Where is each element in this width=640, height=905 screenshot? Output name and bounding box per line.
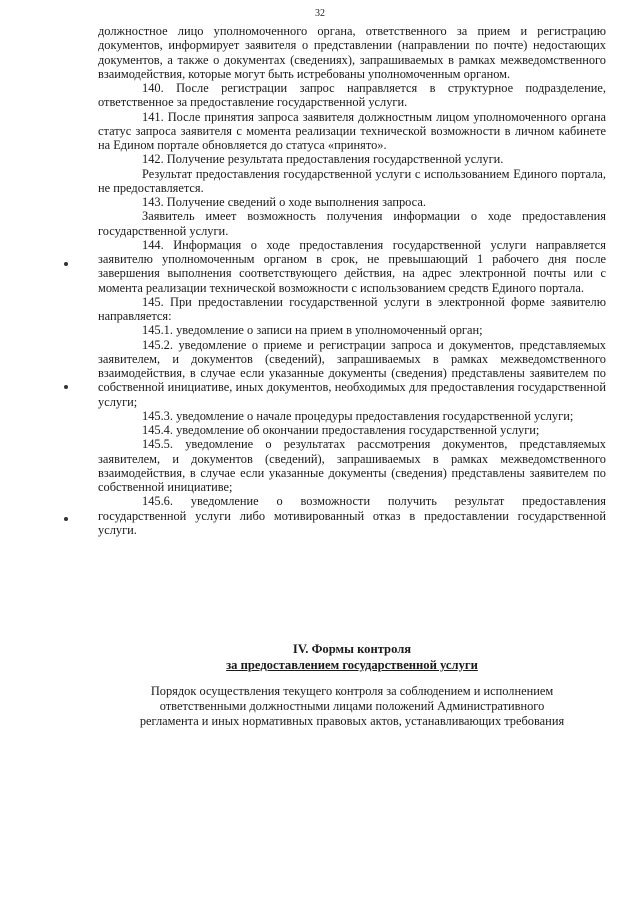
subsection-line1: Порядок осуществления текущего контроля за соблюдением и исполнением: [150, 684, 554, 698]
paragraph-144: 144. Информация о ходе предоставления государственной услуги направляется заявителю уполномоченным органом в срок, не превышающий 1 рабочего дня после завершения выполнения соответствующего действия, на адрес электронной почты или с момента реализации технической возможности с использованием средств Единого портала.: [98, 237, 606, 295]
subsection-heading: [98, 684, 606, 729]
paragraph-145-5: 145.5. уведомление о результатах рассмотрения документов, представляемых заявителем, и документов (сведений), запрашиваемых в рамках межведомственного взаимодействия, в случае если указанные документы (сведения) представлены заявителем по собственной инициативе;: [98, 437, 606, 494]
margin-bullet-mark: [64, 517, 68, 521]
paragraph-143: 143. Получение сведений о ходе выполнения запроса.: [142, 195, 426, 209]
section-title-line2: за предоставлением государственной услуги: [226, 658, 478, 672]
section-title-line1: IV. Формы контроля: [292, 642, 412, 656]
subsection-line3: регламента и иных нормативных правовых актов, устанавливающих требования: [139, 714, 565, 728]
paragraph-145-6: 145.6. уведомление о возможности получить результат предоставления государственной услуги либо мотивированный отказ в предоставлении государственной услуги.: [98, 494, 606, 537]
margin-bullet-mark: [64, 262, 68, 266]
document-body: [98, 24, 606, 537]
subsection-line2: ответственными должностными лицами положений Административного: [159, 699, 545, 713]
paragraph-continuation: должностное лицо уполномоченного органа, ответственного за прием и регистрацию документов, информирует заявителя о представлении (направлении по почте) недостающих документов, а также о документах (сведениях), запрашиваемых в рамках межведомственного взаимодействия, которые могут быть истребованы уполномоченным органом.: [98, 24, 606, 81]
margin-bullet-mark: [64, 385, 68, 389]
paragraph-145: 145. При предоставлении государственной услуги в электронной форме заявителю направляется:: [98, 294, 606, 323]
paragraph-145-1: 145.1. уведомление о записи на прием в уполномоченный орган;: [142, 323, 483, 338]
paragraph-142: 142. Получение результата предоставления государственной услуги.: [142, 152, 504, 167]
paragraph-145-4: 145.4. уведомление об окончании предоставления государственной услуги;: [142, 423, 540, 437]
paragraph-143-applicant: Заявитель имеет возможность получения информации о ходе предоставления государственной услуги.: [98, 209, 606, 238]
paragraph-140: 140. После регистрации запрос направляется в структурное подразделение, ответственное за предоставление государственной услуги.: [98, 81, 606, 110]
paragraph-145-3: 145.3. уведомление о начале процедуры предоставления государственной услуги;: [142, 408, 574, 423]
paragraph-145-2: 145.2. уведомление о приеме и регистрации запроса и документов, представляемых заявителем, и документов (сведений), запрашиваемых в рамках межведомственного взаимодействия, в случае если указанные документы (сведения) представлены заявителем по собственной инициативе, иных документов, необходимых для предоставления государственной услуги;: [98, 337, 606, 409]
paragraph-142-result: Результат предоставления государственной услуги с использованием Единого портала, не предоставляется.: [98, 166, 606, 195]
page-number: 32: [315, 8, 325, 19]
paragraph-141: 141. После принятия запроса заявителя должностным лицом уполномоченного органа статус запроса заявителя с момента реализации технической возможности в личном кабинете на Едином портале обновляется до статуса «принято».: [98, 109, 606, 152]
section-heading: [98, 641, 606, 673]
